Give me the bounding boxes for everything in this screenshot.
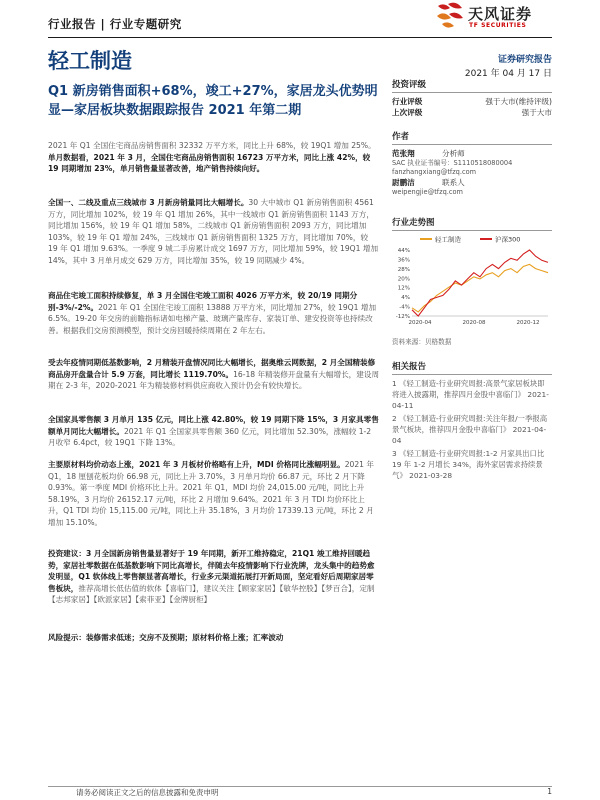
y-tick-label: 4% [401,295,410,302]
y-tick-label: 36% [397,257,410,264]
page-number: 1 [547,787,552,796]
paragraph-6: 主要原材料均价动态上涨，2021 年 3 月板材价格略有上升，MDI 价格同比涨幅明显。2021 年 Q1，18 厘刨花板均价 66.98 元，同比上升 3.70%，3 月单月均价 66.87 元，环比 2 月下降 0.93%。第一季度 MDI 价格环比上升。2021 年 Q1，MDI 均价 24,015.00 元/吨，同比上升 58.19%，3 月均价 26152.17 元/吨，环比 2 月增加 9.64%。2021 年 3 月 TDI 均价环比上升，Q1 TDI 均价 15,115.00 元/吨，同比上升 35.18%，3 月均价 17339.13 元/吨，环比 2 月增加 15.10%。 [48,460,375,527]
rating-heading: 投资评级 [392,80,427,90]
paragraph-2: 全国一、二线及重点三线城市 3 月新房销量同比大幅增长。30 大中城市 Q1 新房销售面积 4561 万方，同比增加 102%，较 19 年 Q1 增加 26%，其中一线城市 Q1 新房销售面积 1143 万方，同比增加 156%，较 19 年 Q1 增加 58%，二线城市 Q1 新房销售面积 2093 万方，同比增加 103%，较 19 年 Q1 增加 24%，三线城市 Q1 新房销售面积 1325 万方，同比增加 70%，较 19 年 Q1 增加 9.63%。一季度 9 城二手房累计成交 1697 万方，同比增加 59%，较 19Q1 增加 14%，其中 3 月单月成交 629 万方，同比增加 35%，较 19 同期减少 4%。 [48,198,379,265]
logo-chinese-text: 天风证券 [468,5,533,23]
disclaimer-text: 请务必阅读正文之后的信息披露和免责申明 [76,788,219,797]
y-tick-label: 20% [397,276,410,283]
y-tick-label: -4% [399,304,410,311]
author-row: 尉鹏洁 联系人 [392,178,465,187]
logo-english-text: TF SECURITIES [469,22,527,29]
related-section [392,360,552,483]
x-tick-label: 2020-12 [516,320,540,326]
author-heading: 作者 [392,132,410,142]
report-category: 行业报告 | 行业专题研究 [48,17,182,31]
legend-label: 轻工制造 [435,235,461,244]
paragraph-1: 2021 年 Q1 全国住宅商品房销售面积 32332 万平方米，同比上升 68%，较 19Q1 增加 25%。单月数据看，2021 年 3 月，全国住宅商品房销售面积 16723 万平方米，同比上涨 42%，较 19 同期增加 23%，单月销售量显著改善，地产销售持续向好。 [48,141,376,173]
paragraph-5: 全国家具零售额 3 月单月 135 亿元，同比上涨 42.80%，较 19 同期下降 15%，3 月家具零售额单月同比大幅增长。2021 年 Q1 全国家具零售额 360 亿元，同比增加 52.30%，涨幅较 1-2 月收窄 6.4pct，较 19Q1 下降 13%。 [48,415,379,447]
report-type: 证券研究报告 [497,55,552,65]
paragraph-risk: 风险提示：装修需求低迷；交房不及预期；原材料价格上涨；汇率波动 [48,633,284,642]
rating-row: 行业评级 强于大市(维持评级) [392,97,552,106]
author-email[interactable]: weipengjie@tfzq.com [392,188,463,196]
report-date: 2021 年 04 月 17 日 [464,69,552,79]
y-tick-label: 44% [397,248,410,254]
author-section [392,130,552,197]
legend-label: 沪深300 [495,235,521,244]
industry-trend-chart [392,232,552,332]
report-title: Q1 新房销售面积+68%，竣工+27%，家居龙头优势明显—家居板块数据跟踪报告 2021 年第二期 [48,84,378,118]
chart-source: 资料来源：贝格数据 [392,338,452,346]
author-cert: SAC 执业证书编号：S1110518080004 [392,159,513,167]
author-row: 范张翔 分析师 [392,149,465,158]
related-report-item[interactable]: 2 《轻工制造-行业研究周报:关注年报/一季报高景气板块，推荐四月金股中喜临门》 2021-04-04 [392,414,548,445]
related-divider [392,374,552,375]
paragraph-4: 受去年疫情同期低基数影响，2 月精装开盘情况同比大幅增长，据奥维云网数据，2 月全国精装修商品房开盘量合计 5.9 万套，同比增长 1119.70%。16-18 年精装修开盘量有大幅增长，建设周期在 2-3 年，2020-2021 年为精装修材料供应商收入预计仍会有较快增长。 [48,358,380,390]
header-divider [48,37,552,38]
author-email[interactable]: fanzhangxiang@tfzq.com [392,168,477,176]
x-tick-label: 2020-04 [408,320,432,326]
industry-title: 轻工制造 [48,49,132,73]
series-line [412,250,548,316]
y-tick-label: 12% [397,285,410,292]
related-report-item[interactable]: 1 《轻工制造-行业研究周报:高景气家居板块即将进入披露期，推荐四月金股中喜临门》 2021-04-11 [392,379,549,410]
x-tick-label: 2020-08 [462,320,486,326]
series-line [412,264,548,312]
trend-divider [392,230,552,231]
related-heading: 相关报告 [392,362,427,372]
rating-row: 上次评级 强于大市 [392,108,552,117]
paragraph-investment-advice: 投资建议：3 月全国新房销售量显著好于 19 年同期，新开工维持稳定，21Q1 竣工维持回暖趋势，家居社零数据在低基数影响下同比高增长，伴随去年疫情影响下行业洗牌，龙头集中的趋势愈发明显，Q1 软体线上零售额显著高增长，行业多元渠道拓展打开新局面，坚定看好后周期家居零售板块，推荐高增长低估值的软体【喜临门】，建议关注【顾家家居】【敏华控股】【梦百合】，定制【志邦家居】【欧派家居】【索菲亚】【金牌厨柜】 [48,549,375,604]
trend-heading: 行业走势图 [392,218,435,228]
rating-section [392,78,552,118]
related-report-item[interactable]: 3 《轻工制造-行业研究周报:1-2 月家具出口比 19 年 1-2 月增长 34%，海外家居需求持续景气》 2021-03-28 [392,449,545,480]
company-logo [434,0,554,34]
rating-divider [392,92,552,93]
paragraph-3: 商品住宅竣工面积持续修复，单 3 月全国住宅竣工面积 4026 万平方米，较 20/19 同期分别-3%/-2%。2021 年 Q1 全国住宅竣工面积 13888 万平方米，同比增加 27%，较 19Q1 增加 6.5%。19-20 年交房的前瞻指标诸如电梯产量、玻璃产量库存、家装订单、建安投资等也持续改善。根据我们交房预测模型，预计交房回暖持续周期在 2 年左右。 [48,291,377,335]
y-tick-label: 28% [397,266,410,273]
y-tick-label: -12% [395,314,410,320]
logo-mark-icon [434,0,466,32]
author-divider [392,144,552,145]
